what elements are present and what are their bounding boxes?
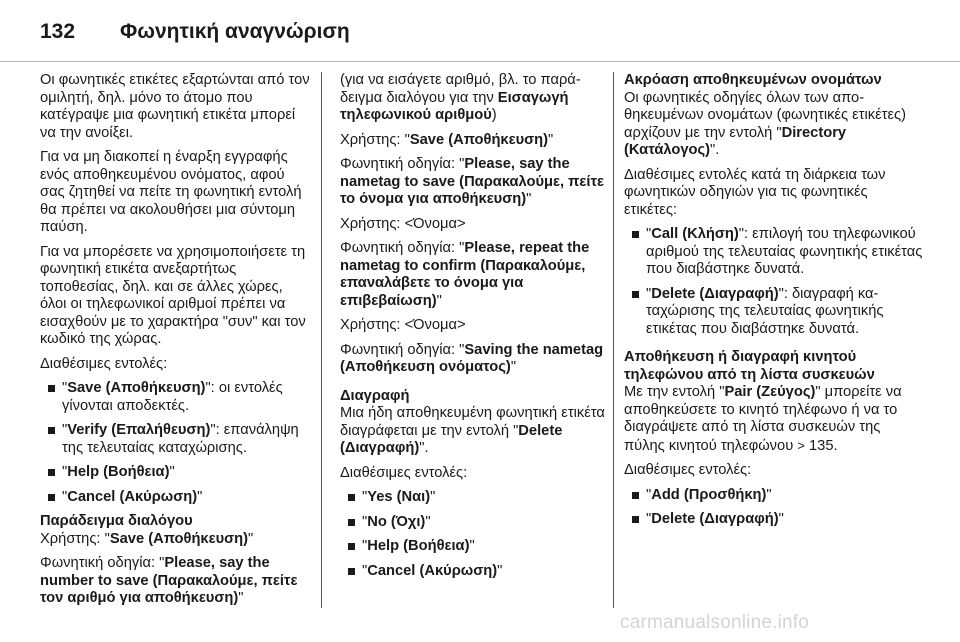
- dialog-user-line: Χρήστης: <Όνομα>: [340, 215, 466, 232]
- available-commands-label: Διαθέσιμες εντολές:: [340, 464, 468, 481]
- page-title: Φωνητική αναγνώριση: [120, 20, 350, 43]
- command-list: [40, 380, 310, 506]
- paragraph-country-code: Για να μπορέσετε να χρησιμοποιήσετε τη φωνητική ετικέτα ανεξαρτήτως τοποθεσίας, δηλ. και σε άλλες χώρες, όλοι οι τηλεφωνικοί αριθμοί πρέπει να εισαχθούν με το χαρακτήρα "συν" και τον κωδικό της χώρας.: [40, 243, 306, 347]
- command-description: : οι εντολές γίνονται αποδεκτές.: [62, 380, 283, 414]
- command-description: : επανάληψη της τελευταίας καταχώρισης.: [62, 422, 299, 456]
- list-item: "Delete (Διαγραφή)": διαγραφή καταχώρισης της τελευταίας φωνητικής ετικέτας που διαβάστηκε δυνατά.: [624, 286, 924, 339]
- dialog-prompt-line: Φωνητική οδηγία: "Please, repeat the nametag to confirm (Παρακαλούμε, επαναλάβετε το όνομα για επιβεβαίωση)": [340, 240, 590, 309]
- list-item: "Help (Βοήθεια)": [340, 538, 610, 556]
- list-item: "Call (Κλήση)": επιλογή του τηλεφωνικού αριθμού της τελευταίας φωνητικής ετικέτας που διαβάστηκε δυνατά.: [624, 226, 924, 279]
- dialog-user-line: Χρήστης: <Όνομα>: [340, 317, 466, 333]
- dialog-prompt-line: Φωνητική οδηγία: "Please, say the nametag to save (Παρακαλούμε, πείτε το όνομα για αποθήκευση)": [340, 156, 605, 207]
- section-heading-example: Παράδειγμα διαλόγου: [40, 513, 193, 529]
- list-item: "Verify (Επαλήθευση)": επανάληψη της τελευταίας καταχώρισης.: [40, 422, 310, 457]
- dialog-prompt-line: Φωνητική οδηγία: "Please, say the number to save (Παρακαλούμε, πείτε τον αριθμό για αποθήκευση)": [40, 555, 298, 606]
- command-name: Help (Βοήθεια): [67, 464, 170, 480]
- section-heading-delete: Διαγραφή: [340, 387, 410, 404]
- delete-description: Μια ήδη αποθηκευμένη φωνητική ετικέτα διαγράφεται με την εντολή "Delete (Διαγραφή)".: [340, 405, 605, 456]
- section-heading-listen: Ακρόαση αποθηκευμένων ονομάτων: [624, 72, 882, 88]
- page-header: [0, 0, 960, 62]
- page-number: 132: [40, 20, 76, 43]
- available-commands-label: Διαθέσιμες εντολές κατά τη διάρκεια των φωνητικών οδηγιών για τις φωνητικές ετικέτες:: [624, 166, 886, 218]
- command-name: Verify (Επαλήθευση): [67, 422, 211, 438]
- dialog-user-line: Χρήστης: "Save (Αποθήκευση)": [40, 530, 254, 547]
- listen-description: Οι φωνητικές οδηγίες όλων των αποθηκευμένων ονομάτων (φωνητικές ετικέτες) αρχίζουν με την εντολή "Directory (Κατάλογος)".: [624, 89, 906, 158]
- column-divider-1: [321, 72, 322, 608]
- pair-description: Με την εντολή "Pair (Ζεύγος)" μπορείτε να αποθηκεύσετε το κινητό τηλέφωνο ή να το διαγράψετε από τη λίστα συσκευών της πύλης κινητού τηλεφώνου ˃ 135.: [624, 384, 902, 454]
- paragraph-pause: Για να μη διακοπεί η έναρξη εγγραφής ενός αποθηκευμένου ονόματος, αφού σας ζητηθεί να πείτε τη φωνητική εντολή θα πρέπει να ακολουθήσει μια σύντομη παύση.: [40, 149, 302, 235]
- page-reference[interactable]: 135.: [804, 437, 838, 454]
- list-item: "Cancel (Ακύρωση)": [40, 489, 310, 507]
- section-heading-pair: Αποθήκευση ή διαγραφή κινητού τηλεφώνου από τη λίστα συσκευών: [624, 349, 875, 383]
- list-item: "Add (Προσθήκη)": [624, 487, 924, 505]
- paragraph-speaker-dependent: Οι φωνητικές ετικέτες εξαρτώνται από τον ομιλητή, δηλ. μόνο το άτομο που κατέγραψε μια φωνητική ετικέτα μπορεί να την ανοίξει.: [40, 72, 310, 141]
- dialog-prompt-line: Φωνητική οδηγία: "Saving the nametag (Αποθήκευση ονόματος)": [340, 341, 604, 375]
- list-item: "Save (Αποθήκευση)": οι εντολές γίνονται αποδεκτές.: [40, 380, 310, 415]
- continuation-text: (για να εισάγετε αριθμό, βλ. το παράδειγμα διαλόγου για την Εισαγωγή τηλεφωνικού αριθμού): [340, 72, 581, 123]
- column-3: [624, 72, 924, 536]
- list-item: "No (Όχι)": [340, 514, 610, 532]
- column-2: [340, 72, 610, 587]
- dialog-user-line: Χρήστης: "Save (Αποθήκευση)": [340, 131, 554, 148]
- watermark: carmanualsonline.info: [620, 612, 810, 633]
- command-name: Cancel (Ακύρωση): [67, 488, 198, 505]
- available-commands-label: Διαθέσιμες εντολές:: [624, 462, 752, 478]
- list-item: "Cancel (Ακύρωση)": [340, 563, 610, 581]
- command-name: Save (Αποθήκευση): [67, 380, 206, 396]
- available-commands-label: Διαθέσιμες εντολές:: [40, 355, 168, 372]
- list-item: "Yes (Ναι)": [340, 489, 610, 507]
- list-item: "Delete (Διαγραφή)": [624, 511, 924, 529]
- column-1: [40, 72, 310, 615]
- column-divider-2: [613, 72, 614, 608]
- header-rule: [0, 61, 960, 62]
- page-reference-arrow-icon: ˃: [797, 437, 805, 453]
- command-list: [624, 487, 924, 529]
- list-item: "Help (Βοήθεια)": [40, 464, 310, 482]
- command-list: [340, 489, 610, 580]
- command-list: [624, 226, 924, 338]
